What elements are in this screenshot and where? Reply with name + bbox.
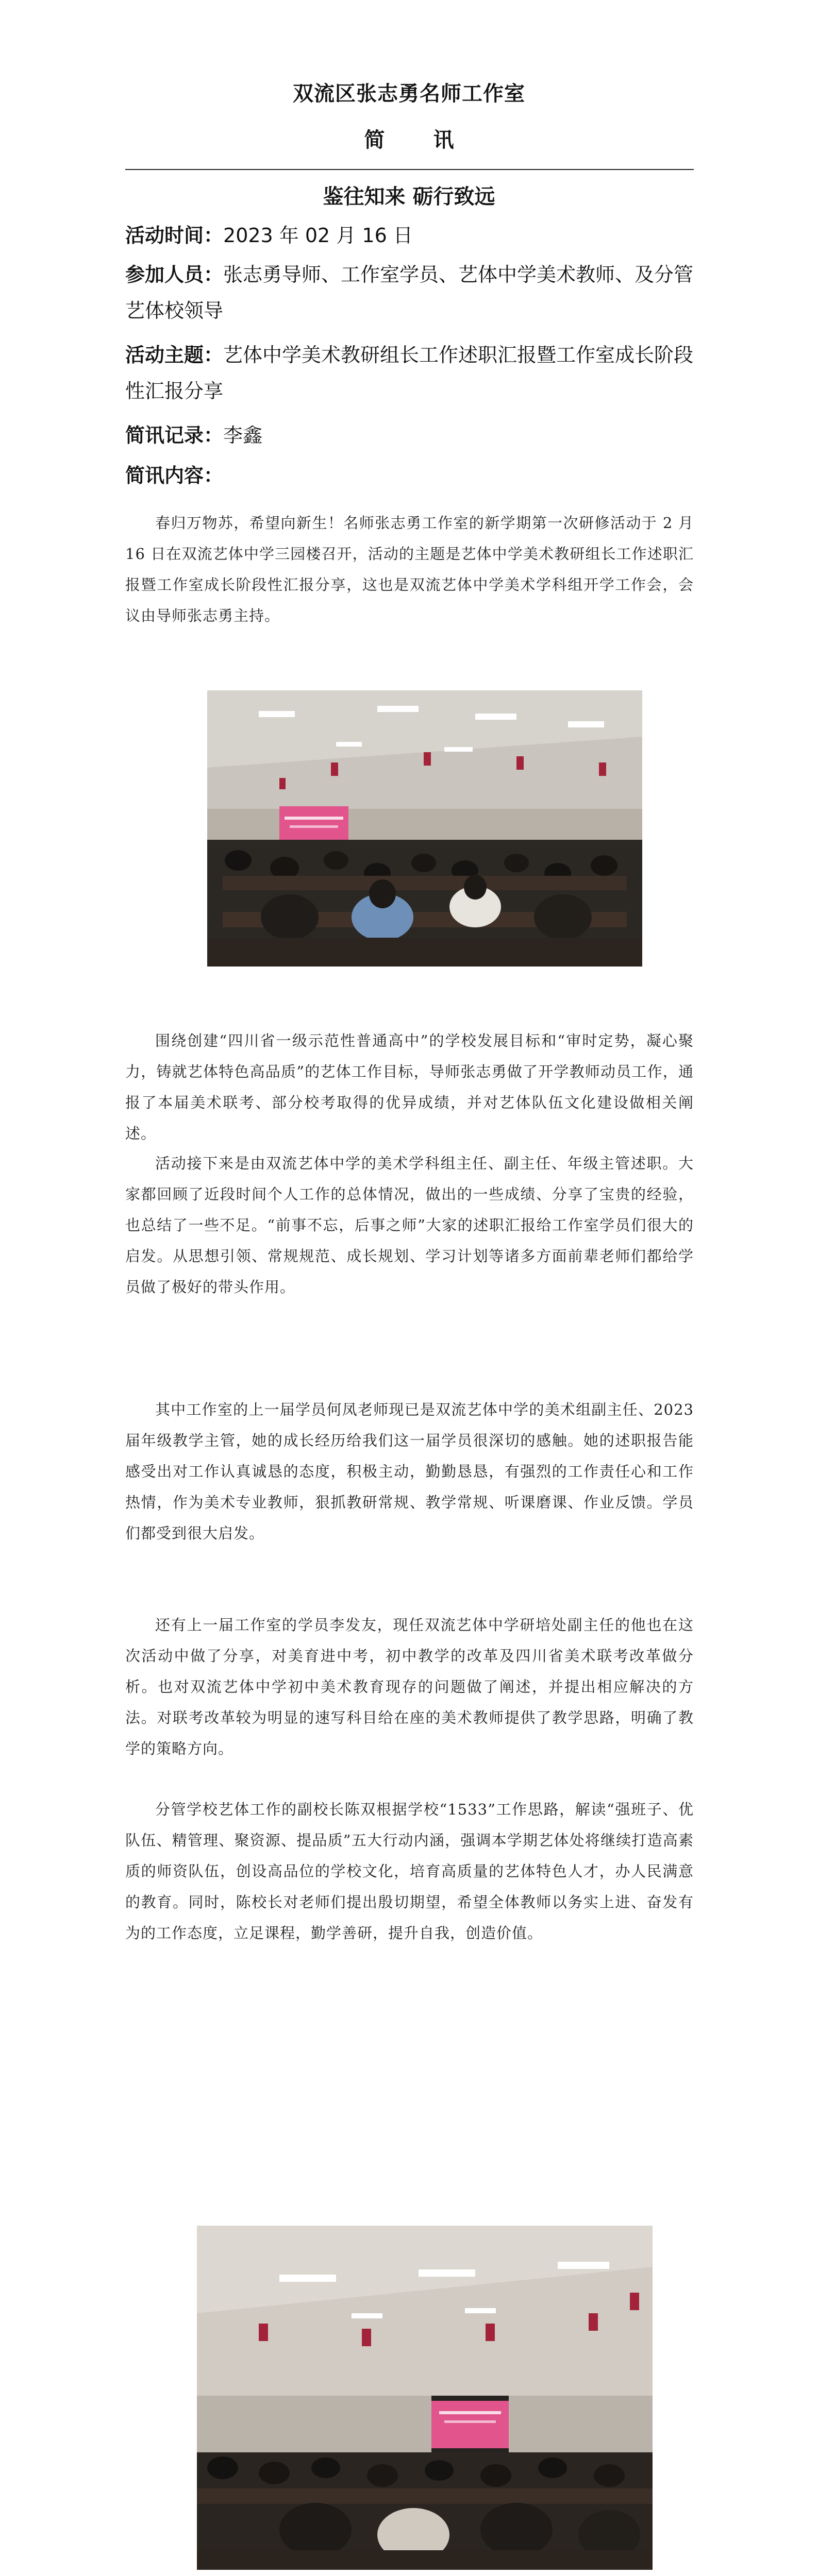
paragraph-intro: 春归万物苏，希望向新生！名师张志勇工作室的新学期第一次研修活动于 2 月 16 日在双流艺体中学三园楼召开，活动的主题是艺体中学美术教研组长工作述职汇报暨工作室成长阶段性汇报分享，这也是双流艺体中学美术学科组开学工作会，会议由导师张志勇主持。 xyxy=(125,514,694,624)
meeting-photo-2 xyxy=(197,2226,653,2570)
paragraph-li-fayou: 还有上一届工作室的学员李发友，现任双流艺体中学研培处副主任的他也在这次活动中做了分享，对美育进中考，初中教学的改革及四川省美术联考改革做分析。也对双流艺体中学初中美术教育现存的问题做了阐述，并提出相应解决的方法。对联考改革较为明显的速写科目给在座的美术教师提供了教学思路，明确了教学的策略方向。 xyxy=(125,1616,694,1757)
meta-participants-value: 张志勇导师、工作室学员、艺体中学美术教师、及分管艺体校领导 xyxy=(125,263,694,322)
paragraph-reports: 活动接下来是由双流艺体中学的美术学科组主任、副主任、年级主管述职。大家都回顾了近段时间个人工作的总体情况，做出的一些成绩、分享了宝贵的经验，也总结了一些不足。“前事不忘，后事之师”大家的述职汇报给工作室学员们很大的启发。从思想引领、常规规范、成长规划、学习计划等诸多方面前辈老师们都给学员做了极好的带头作用。 xyxy=(125,1155,694,1296)
meta-time-label: 活动时间： xyxy=(125,224,224,247)
meta-time xyxy=(125,217,694,253)
meta-content xyxy=(125,457,694,494)
slogan-heading: 鉴往知来 砺行致远 xyxy=(323,185,495,209)
meta-participants-label: 参加人员： xyxy=(125,263,224,286)
meeting-photo-1 xyxy=(207,690,642,967)
meta-content-label: 简讯内容： xyxy=(125,464,224,487)
meta-recorder-label: 简讯记录： xyxy=(125,424,224,447)
meeting-photo-2-art xyxy=(197,2226,653,2570)
meta-theme-label: 活动主题： xyxy=(125,344,224,366)
meta-theme-value: 艺体中学美术教研组长工作述职汇报暨工作室成长阶段性汇报分享 xyxy=(125,344,694,402)
header-divider xyxy=(125,169,694,170)
doc-type-title: 简 讯 xyxy=(364,128,475,152)
paragraph-vice-principal: 分管学校艺体工作的副校长陈双根据学校“1533”工作思路，解读“强班子、优队伍、精管理、聚资源、提品质”五大行动内涵，强调本学期艺体处将继续打造高素质的师资队伍，创设高品位的学校文化，培育高质量的艺体特色人才，办人民满意的教育。同时，陈校长对老师们提出殷切期望，希望全体教师以务实上进、奋发有为的工作态度，立足课程，勤学善研，提升自我，创造价值。 xyxy=(125,1801,694,1942)
meta-theme xyxy=(125,337,694,409)
paragraph-he-feng: 其中工作室的上一届学员何凤老师现已是双流艺体中学的美术组副主任、2023 届年级教学主管，她的成长经历给我们这一届学员很深切的感触。她的述职报告能感受出对工作认真诚恳的态度，积极主动，勤勤恳恳，有强烈的工作责任心和工作热情，作为美术专业教师，狠抓教研常规、教学常规、听课磨课、作业反馈。学员们都受到很大启发。 xyxy=(125,1401,694,1542)
meta-recorder-value: 李鑫 xyxy=(223,424,263,447)
studio-title: 双流区张志勇名师工作室 xyxy=(293,82,525,106)
meta-time-value: 2023 年 02 月 16 日 xyxy=(223,224,413,247)
meta-participants xyxy=(125,257,694,329)
meeting-photo-1-art xyxy=(207,690,642,967)
meta-recorder xyxy=(125,417,694,453)
paragraph-mobilization: 围绕创建“四川省一级示范性普通高中”的学校发展目标和“审时定势，凝心聚力，铸就艺体特色高品质”的艺体工作目标，导师张志勇做了开学教师动员工作，通报了本届美术联考、部分校考取得的优异成绩，并对艺体队伍文化建设做相关阐述。 xyxy=(125,1032,694,1142)
